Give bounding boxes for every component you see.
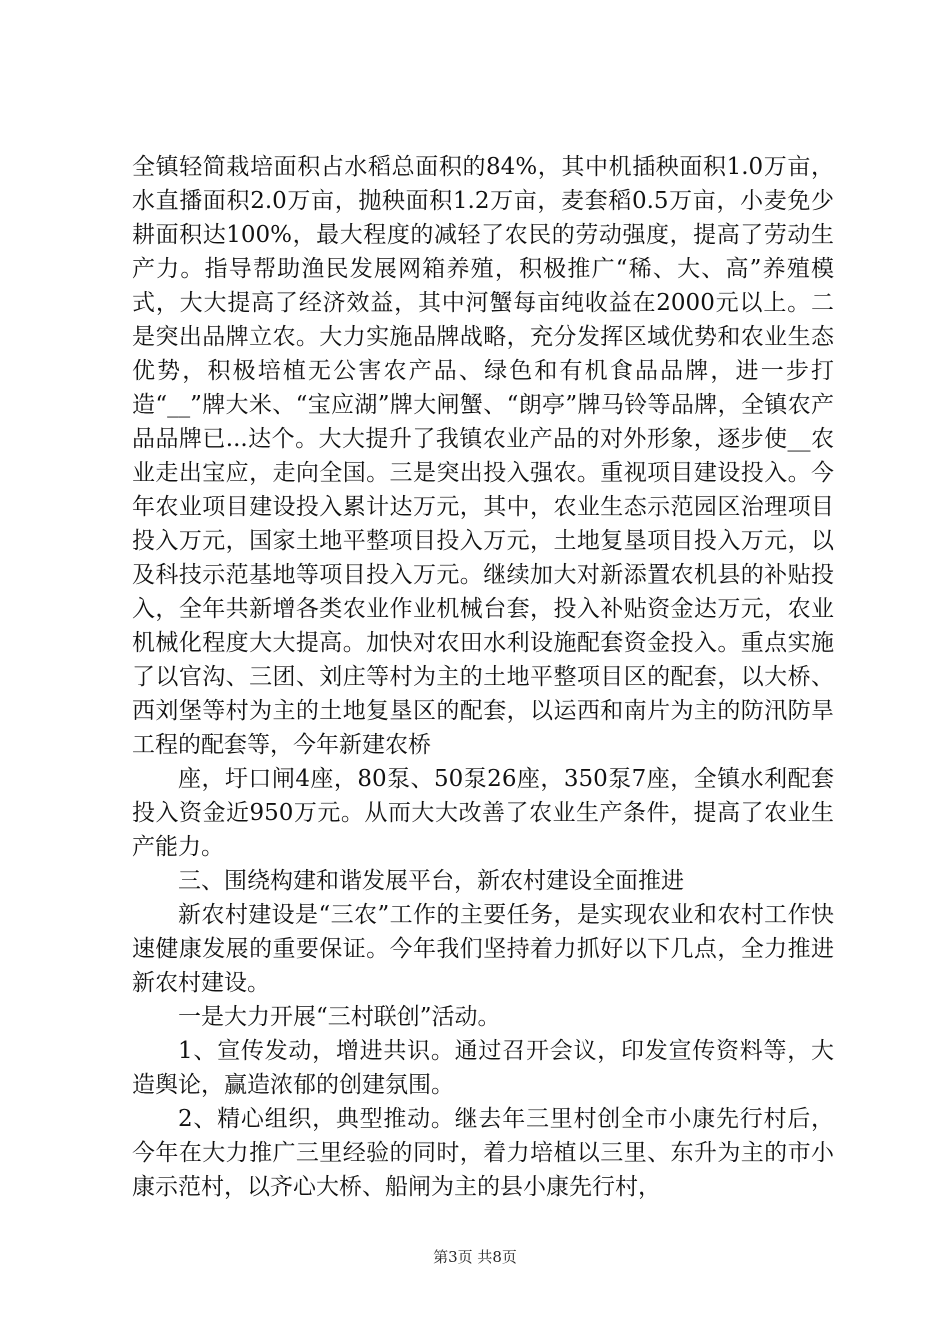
- section-heading: 三、围绕构建和谐发展平台，新农村建设全面推进: [178, 868, 684, 894]
- paragraph-2: 座，圩口闸4座，80泵、50泵26座，350泵7座，全镇水利配套投入资金近950万元。从而大大改善了农业生产条件，提高了农业生产能力。: [132, 766, 834, 860]
- paragraph-6: 2、精心组织，典型推动。继去年三里村创全市小康先行村后，今年在大力推广三里经验的同时，着力培植以三里、东升为主的市小康示范村，以齐心大桥、船闸为主的县小康先行村，: [132, 1106, 834, 1200]
- paragraph-1: 全镇轻简栽培面积占水稻总面积的84%，其中机插秧面积1.0万亩，水直播面积2.0万亩，抛秧面积1.2万亩，麦套稻0.5万亩，小麦免少耕面积达100%，最大程度的减轻了农民的劳动强度，提高了劳动生产力。指导帮助渔民发展网箱养殖，积极推广“稀、大、高”养殖模式，大大提高了经济效益，其中河蟹每亩纯收益在2000元以上。二是突出品牌立农。大力实施品牌战略，充分发挥区域优势和农业生态优势，积极培植无公害农产品、绿色和有机食品品牌，进一步打造“__”牌大米、“宝应湖”牌大闸蟹、“朗亭”牌马铃等品牌，全镇农产品品牌已...达个。大大提升了我镇农业产品的对外形象，逐步使__农业走出宝应，走向全国。三是突出投入强农。重视项目建设投入。今年农业项目建设投入累计达万元，其中，农业生态示范园区治理项目投入万元，国家土地平整项目投入万元，土地复垦项目投入万元，以及科技示范基地等项目投入万元。继续加大对新添置农机县的补贴投入，全年共新增各类农业作业机械台套，投入补贴资金达万元，农业机械化程度大大提高。加快对农田水利设施配套资金投入。重点实施了以官沟、三团、刘庄等村为主的土地平整项目区的配套，以大桥、西刘堡等村为主的土地复垦区的配套，以运西和南片为主的防汛防旱工程的配套等，今年新建农桥: [132, 154, 834, 758]
- paragraph-5: 1、宣传发动，增进共识。通过召开会议，印发宣传资料等，大造舆论，赢造浓郁的创建氛围。: [132, 1038, 834, 1098]
- paragraph-3: 新农村建设是“三农”工作的主要任务，是实现农业和农村工作快速健康发展的重要保证。今年我们坚持着力抓好以下几点，全力推进新农村建设。: [132, 902, 834, 996]
- paragraph-4: 一是大力开展“三村联创”活动。: [178, 1004, 501, 1030]
- document-body: [132, 150, 834, 1204]
- page-footer: 第3页 共8页: [433, 1248, 517, 1266]
